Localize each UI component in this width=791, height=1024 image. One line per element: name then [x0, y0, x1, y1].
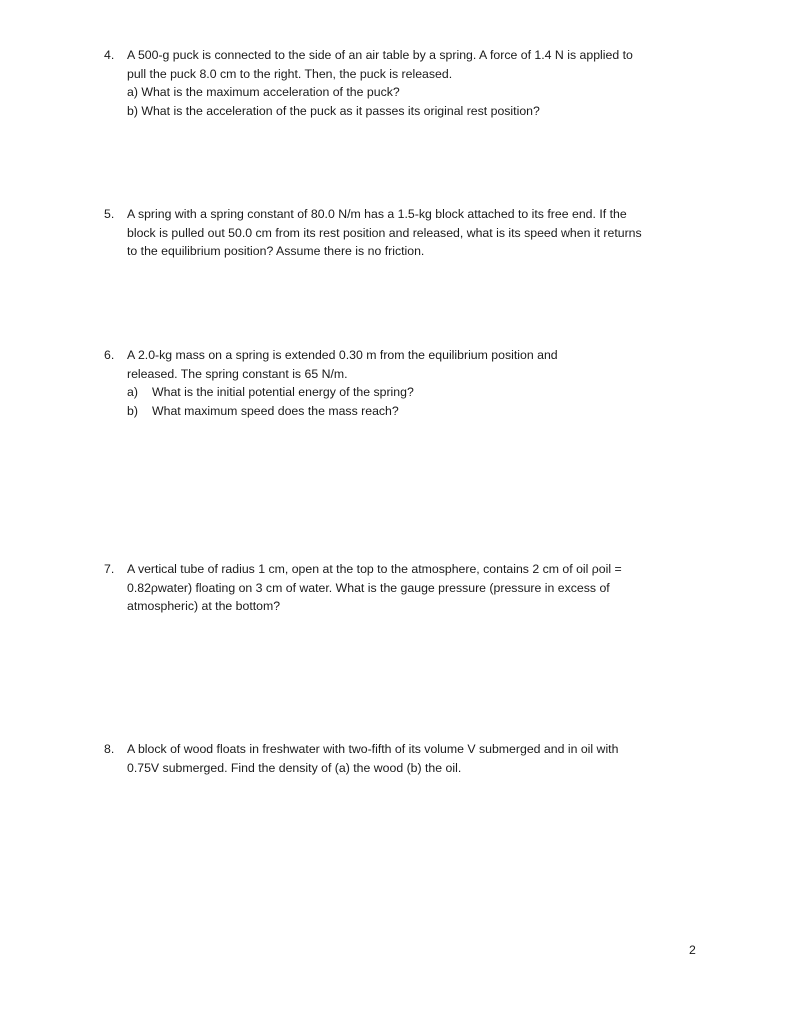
subpart-label: b) — [127, 403, 138, 418]
problem-text: A vertical tube of radius 1 cm, open at the top to the atmosphere, contains 2 cm of oil ρoil = — [127, 562, 622, 576]
problem-6-part-b — [104, 402, 704, 421]
problem-6-part-a — [104, 383, 704, 402]
page-number: 2 — [689, 943, 696, 957]
problem-text: A spring with a spring constant of 80.0 N/m has a 1.5-kg block attached to its free end. If the — [127, 207, 627, 221]
problem-4 — [104, 46, 704, 120]
problem-7-line-1 — [104, 560, 704, 579]
problem-8 — [104, 740, 704, 777]
problem-5-line-3: to the equilibrium position? Assume there is no friction. — [127, 244, 425, 259]
problem-text: A 500-g puck is connected to the side of an air table by a spring. A force of 1.4 N is applied to — [127, 48, 633, 62]
problem-5-line-1 — [104, 205, 704, 224]
problem-text: A 2.0-kg mass on a spring is extended 0.30 m from the equilibrium position and — [127, 348, 558, 362]
problem-4-line-2: pull the puck 8.0 cm to the right. Then, the puck is released. — [127, 66, 453, 81]
problem-4-part-a: a) What is the maximum acceleration of the puck? — [127, 85, 400, 100]
subpart-text: What is the initial potential energy of the spring? — [152, 385, 414, 400]
problem-4-line-1 — [104, 46, 704, 65]
problem-4-part-b: b) What is the acceleration of the puck as it passes its original rest position? — [127, 103, 540, 118]
problem-7-line-3: atmospheric) at the bottom? — [127, 599, 281, 614]
problem-5 — [104, 205, 704, 261]
problem-number: 7. — [104, 562, 115, 576]
subpart-label: a) — [127, 385, 138, 400]
problem-8-line-2: 0.75V submerged. Find the density of (a) the wood (b) the oil. — [127, 760, 462, 775]
problem-7 — [104, 560, 704, 616]
problem-text: A block of wood floats in freshwater with two-fifth of its volume V submerged and in oil with — [127, 742, 619, 756]
subpart-text: What maximum speed does the mass reach? — [152, 403, 399, 418]
problem-number: 6. — [104, 348, 115, 362]
problem-number: 5. — [104, 207, 115, 221]
problem-5-line-2: block is pulled out 50.0 cm from its rest position and released, what is its speed when it returns — [127, 225, 642, 240]
problem-6-line-2: released. The spring constant is 65 N/m. — [127, 366, 348, 381]
problem-number: 4. — [104, 48, 115, 62]
problem-7-line-2: 0.82ρwater) floating on 3 cm of water. What is the gauge pressure (pressure in excess of — [127, 580, 610, 595]
problem-8-line-1 — [104, 740, 704, 759]
problem-6-line-1 — [104, 346, 704, 365]
problem-6 — [104, 346, 704, 420]
problem-number: 8. — [104, 742, 115, 756]
